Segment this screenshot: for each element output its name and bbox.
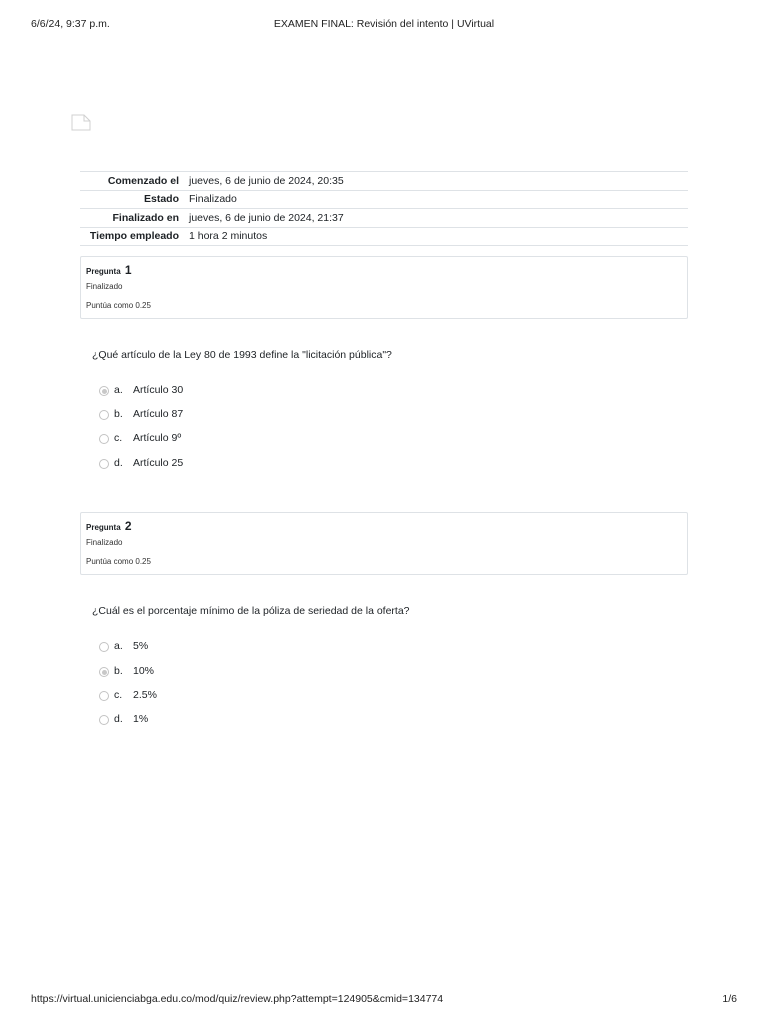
question-prefix: Pregunta (86, 267, 121, 276)
option-letter: c. (114, 689, 123, 701)
radio-button-checked[interactable] (99, 667, 109, 677)
summary-label: Tiempo empleado (80, 227, 189, 246)
option-label: 2.5% (133, 689, 157, 701)
summary-value: 1 hora 2 minutos (189, 227, 688, 246)
summary-row-time-taken (80, 227, 688, 246)
summary-row-state (80, 190, 688, 209)
attempt-summary-table (80, 171, 688, 246)
option-letter: b. (114, 665, 123, 677)
print-footer (31, 993, 737, 1007)
question-number (86, 519, 132, 533)
summary-label: Finalizado en (80, 209, 189, 228)
question-1-info (80, 256, 688, 319)
option-letter: a. (114, 640, 123, 652)
summary-value: Finalizado (189, 190, 688, 209)
question-number-value: 2 (124, 519, 132, 533)
radio-button[interactable] (99, 459, 109, 469)
option-label: Artículo 87 (133, 408, 184, 420)
broken-image-icon (71, 114, 91, 131)
summary-label: Estado (80, 190, 189, 209)
question-number (86, 263, 132, 277)
question-2-info (80, 512, 688, 575)
option-label: Artículo 9º (133, 432, 182, 444)
option-label: 5% (133, 640, 149, 652)
question-prefix: Pregunta (86, 523, 121, 532)
radio-button[interactable] (99, 691, 109, 701)
summary-row-started (80, 172, 688, 191)
option-letter: c. (114, 432, 123, 444)
radio-button[interactable] (99, 410, 109, 420)
option-letter: b. (114, 408, 123, 420)
option-label: 1% (133, 713, 149, 725)
radio-button[interactable] (99, 715, 109, 725)
question-2-text: ¿Cuál es el porcentaje mínimo de la póliza de seriedad de la oferta? (92, 605, 410, 617)
summary-value: jueves, 6 de junio de 2024, 20:35 (189, 172, 688, 191)
print-page-title: EXAMEN FINAL: Revisión del intento | UVirtual (273, 18, 495, 30)
summary-label: Comenzado el (80, 172, 189, 191)
radio-button[interactable] (99, 642, 109, 652)
radio-button[interactable] (99, 434, 109, 444)
question-grade: Puntúa como 0.25 (86, 301, 151, 310)
question-number-value: 1 (124, 263, 132, 277)
question-1-text: ¿Qué artículo de la Ley 80 de 1993 define la "licitación pública"? (92, 349, 392, 361)
summary-row-completed (80, 209, 688, 228)
print-page-number: 1/6 (722, 993, 737, 1005)
question-state: Finalizado (86, 282, 123, 291)
option-label: Artículo 25 (133, 457, 184, 469)
radio-button-checked[interactable] (99, 386, 109, 396)
option-label: Artículo 30 (133, 384, 184, 396)
question-state: Finalizado (86, 538, 123, 547)
option-label: 10% (133, 665, 155, 677)
option-letter: d. (114, 457, 123, 469)
option-letter: a. (114, 384, 123, 396)
print-datetime: 6/6/24, 9:37 p.m. (31, 18, 110, 30)
summary-value: jueves, 6 de junio de 2024, 21:37 (189, 209, 688, 228)
print-header (31, 18, 737, 32)
option-letter: d. (114, 713, 123, 725)
question-grade: Puntúa como 0.25 (86, 557, 151, 566)
print-url: https://virtual.unicienciabga.edu.co/mod/quiz/review.php?attempt=124905&cmid=134774 (31, 993, 444, 1005)
